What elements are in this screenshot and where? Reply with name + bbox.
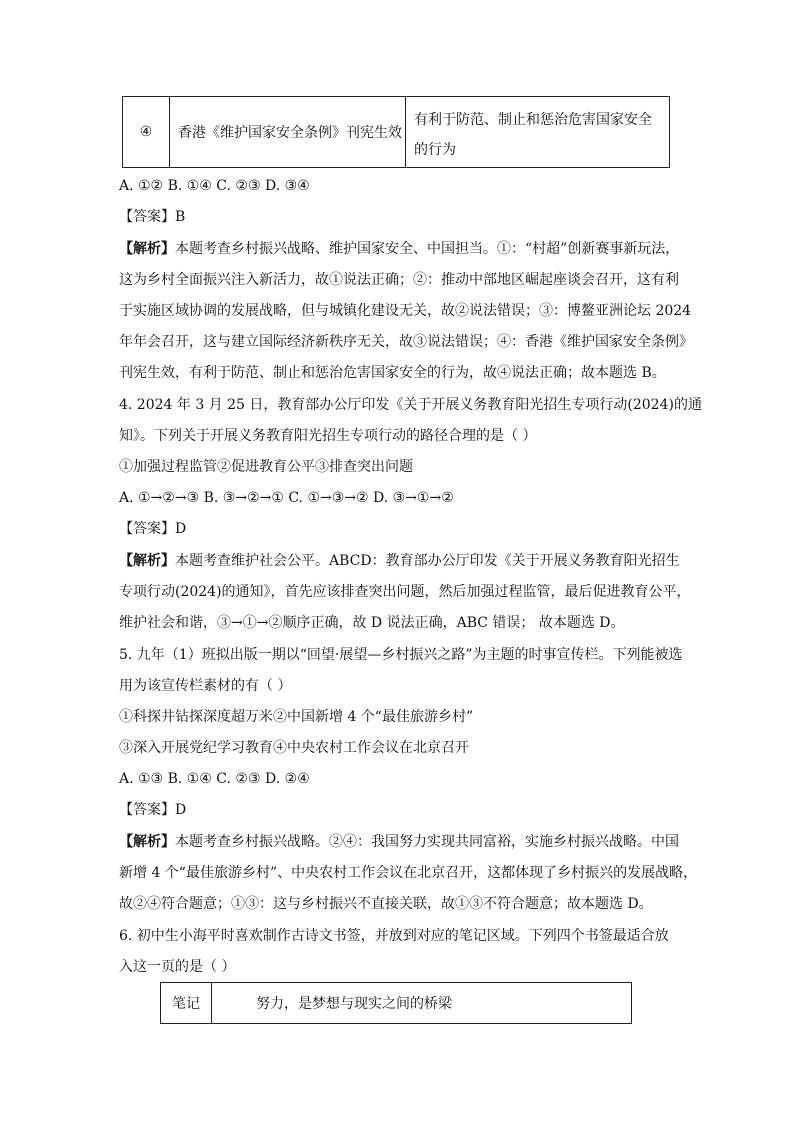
analysis-label: 【解析】 [119, 241, 175, 257]
q5-items-line-1: ①科探井钻探深度超万米②中国新增 4 个“最佳旅游乡村” [119, 709, 474, 725]
q4-analysis-line-1: 【解析】本题考查维护社会公平。ABCD：教育部办公厅印发《关于开展义务教育阳光招生 [119, 553, 680, 569]
q6-stem-line-1: 6. 初中生小海平时喜欢制作古诗文书签，并放到对应的笔记区域。下列四个书签最适合放 [119, 928, 669, 944]
q3-answer: 【答案】B [119, 209, 186, 225]
q5-analysis-line-1: 【解析】本题考查乡村振兴战略。②④：我国努力实现共同富裕，实施乡村振兴战略。中国 [119, 834, 679, 850]
q3-options: A. ①② B. ①④ C. ②③ D. ③④ [119, 178, 310, 194]
q3-analysis-line-5: 刊宪生效，有利于防范、制止和惩治危害国家安全的行为，故④说法正确；故本题选 B。 [119, 365, 666, 381]
q5-answer: 【答案】D [119, 802, 187, 818]
table-cell-event: 香港《维护国家安全条例》刊宪生效 [170, 97, 406, 167]
events-table [122, 96, 670, 168]
notes-table [160, 982, 632, 1024]
table-cell-number: ④ [123, 97, 170, 167]
analysis-label: 【解析】 [119, 834, 175, 850]
q3-analysis-line-3: 于实施区域协调的发展战略，但与城镇化建设无关，故②说法错误；③：博鳌亚洲论坛 2024 [119, 303, 692, 319]
notes-label-cell: 笔记 [161, 983, 212, 1023]
q4-options: A. ①→②→③ B. ③→②→① C. ①→③→② D. ③→①→② [119, 490, 454, 506]
q5-options: A. ①③ B. ①④ C. ②③ D. ②④ [119, 771, 310, 787]
q3-analysis-line-4: 年年会召开，这与建立国际经济新秩序无关，故③说法错误；④：香港《维护国家安全条例》 [119, 334, 693, 350]
q5-items-line-2: ③深入开展党纪学习教育④中央农村工作会议在北京召开 [119, 740, 469, 756]
q4-stem-line-1: 4. 2024 年 3 月 25 日，教育部办公厅印发《关于开展义务教育阳光招生专项行动(2024)的通 [119, 397, 702, 413]
q5-stem-line-2: 用为该宣传栏素材的有（ ） [119, 678, 292, 694]
q6-stem-line-2: 入这一页的是（ ） [119, 959, 236, 975]
q4-analysis-line-3: 维护社会和谐，③→①→②顺序正确，故 D 说法正确，ABC 错误； 故本题选 D。 [119, 615, 625, 631]
q4-stem-line-2: 知》。下列关于开展义务教育阳光招生专项行动的路径合理的是（ ） [119, 428, 537, 444]
q5-stem-line-1: 5. 九年（1）班拟出版一期以“回望·展望—乡村振兴之路”为主题的时事宣传栏。下列能被选 [119, 647, 683, 663]
q3-analysis-line-2: 这为乡村全面振兴注入新活力，故①说法正确；②：推动中部地区崛起座谈会召开，这有利 [119, 272, 679, 288]
q3-analysis-line-1: 【解析】本题考查乡村振兴战略、维护国家安全、中国担当。①：“村超”创新赛事新玩法， [119, 241, 680, 257]
table-cell-meaning: 有利于防范、制止和惩治危害国家安全的行为 [414, 112, 652, 158]
q4-analysis-line-2: 专项行动(2024)的通知》，首先应该排查突出问题，然后加强过程监管，最后促进教育公平， [119, 584, 691, 600]
q4-answer: 【答案】D [119, 521, 187, 537]
q4-items: ①加强过程监管②促进教育公平③排查突出问题 [119, 459, 413, 475]
q5-analysis-line-2: 新增 4 个“最佳旅游乡村”、中央农村工作会议在北京召开，这都体现了乡村振兴的发展战略， [119, 865, 698, 881]
analysis-label: 【解析】 [119, 553, 175, 569]
notes-content-cell: 努力，是梦想与现实之间的桥梁 [256, 996, 452, 1012]
q5-analysis-line-3: 故②④符合题意；①③：这与乡村振兴不直接关联，故①③不符合题意；故本题选 D。 [119, 896, 653, 912]
